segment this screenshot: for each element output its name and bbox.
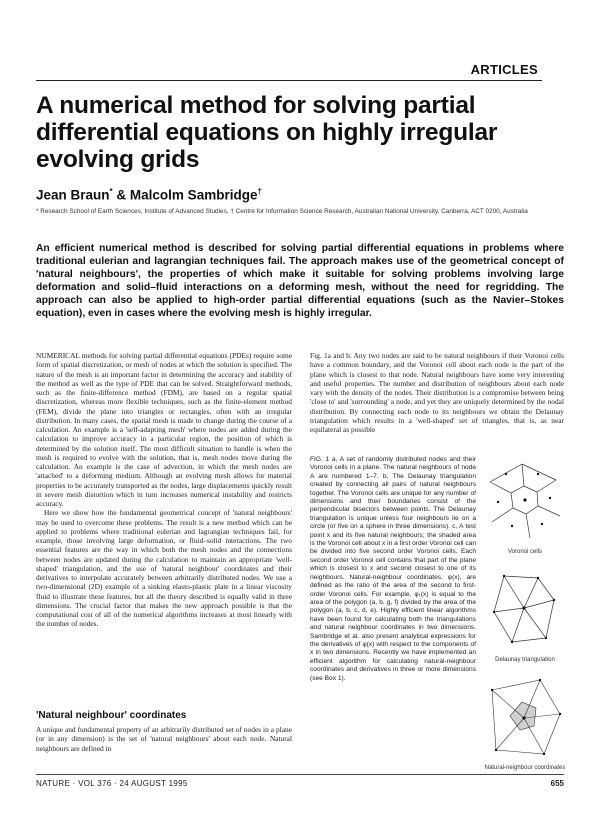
voronoi-edge (526, 514, 530, 538)
figure-delaunay-diagram (482, 560, 566, 655)
delaunay-edge (504, 576, 524, 608)
author-sambridge: Malcolm Sambridge (129, 187, 258, 203)
node-point (541, 523, 543, 525)
node-point (522, 606, 525, 609)
node-point (539, 679, 541, 681)
abstract: An efficient numerical method is described for solving partial differential equations in problems where traditional eulerian and lagrangian techniques fail. The approach makes use of the geometrical concept of 'natural neighbours', the properties of which make it suitable for solving problems involving large deformation and solid–fluid interactions on a deforming mesh, without the need for regridding. The approach can also be applied to high-order partial differential equations (such as the Navier–Stokes equation), even in cases where the evolving mesh is highly irregular. (36, 243, 564, 320)
node-point (493, 611, 495, 613)
node-point (537, 473, 539, 475)
test-point-x (522, 716, 525, 719)
node-point (553, 599, 555, 601)
voronoi-edge (522, 464, 524, 486)
figure-voronoi-diagram (482, 456, 566, 546)
body-paragraph-3: A unique and fundamental property of an arbitrarily distributed set of nodes in a plane (or in any dimension) is the set of 'natural neighbours' about each node. Natural neighbours are defined in (36, 725, 292, 753)
node-point (491, 689, 493, 691)
node-point (495, 749, 497, 751)
node-point (505, 473, 507, 475)
page-number: 655 (550, 779, 564, 788)
figure-caption-text: FIG. 1 a, A set of randomly distributed nodes and their Voronoi cells in a plane. The natural neighbours of node A are numbered 1–7. b, The Delaunay triangulation created by connecting all pairs of natural neighbours together. The Voronoi cells are unique for any number of dimensions and their boundaries consist of the perpendicular bisectors between points. The Delaunay triangulation is unique unless four neighbours lie on a circle (or five on a sphere in three dimensions). c, A test point x and its five natural neighbours; the shaded area is the Voronoi cell about x in a first order Voronoi cell can be divided into five second order Voronoi cells. Each second order Voronoi cell contains that part of the plane which is closest to x and second closest to one of its neighbours. Natural-neighbour coordinates, φ(x), are defined as the ratio of the area of the second to first-order Voronoi cells. For example, φ₁(x) is equal to the area of the polygon (a, b, g, f) divided by the area of the polygon (a, b, c, d, e). Highly efficient linear algorithms have been found for calculating both the triangulations and natural neighbour coordinates in two dimensions. Sambridge et al. also present analytical expressions for the derivatives of φ(x) with respect to the components of x in two dimensions. Recently we have implemented an efficient algorithm for calculating natural-neighbour coordinates and derivatives in three or more dimensions (see Box 1). (310, 456, 476, 682)
body-paragraph-2: Here we show how the fundamental geometrical concept of 'natural neighbours' may be used to overcome these problems. The result is a new method which can be applied to problems where traditional eulerian and lagrangian techniques fail, for example, those involving large deformation, or fluid–solid interactions. The two essential features are the way in which both the mesh nodes and the connections between nodes are updated during the calculation to maintain an appropriate 'well-shaped' triangulation, and the use of 'natural neighbour' coordinates and their derivatives to interpolate accurately between arbitrarily distributed nodes. We use a two-dimensional (2D) example of a sinking elasto-plastic plate in a linear viscosity fluid to illustrate these features, but all the theory described is equally valid in three dimensions. The crucial factor that makes the new approach possible is that the computational cost of all of the numerical algorithms increases at most linearly with the number of nodes. (36, 508, 292, 629)
author-separator: & (112, 187, 130, 203)
author-braun: Jean Braun (36, 187, 110, 203)
node-point (497, 501, 499, 503)
body-column-left-bottom (36, 725, 292, 753)
neighbour-edge (492, 690, 524, 718)
footer-rule (36, 774, 564, 775)
body-paragraph-1: NUMERICAL methods for solving partial differential equations (PDEs) require some form of spatial discretization, or mesh of nodes at which the solution is specified. The nature of the mesh is an important factor in determining the accuracy and stability of the method as well as the type of PDE that can be solved. Straightforward methods, such as the finite-difference method (FDM), are based on a regular spatial discretization, whereas more flexible techniques, such as the finite-element method (FEM), divide the plane into triangles or rectangles, often with an irregular distribution. In many cases, the spatial mesh is made to change during the course of a calculation. An example is a 'self-adapting mesh' where nodes are added during the calculation to improve accuracy in a particular region, the position of which is determined by the solution itself. The most difficult situation to handle is when the mesh is required to evolve with the solution, that is, mesh nodes move during the calculation. An example is the case of advection, in which the mesh nodes are 'attached' to a deforming medium. Although an evolving mesh allows for material properties to be accurately transported as the nodes, large displacements quickly result in severe mesh distortion which in turn increases numerical instability and restricts accuracy. (36, 351, 292, 508)
figure-caption (310, 456, 476, 683)
node-point (511, 525, 513, 527)
delaunay-edge (524, 608, 546, 638)
node-point (545, 637, 547, 639)
section-tag: ARTICLES (470, 62, 538, 77)
delaunay-edge (512, 608, 524, 642)
voronoi-edge (492, 508, 513, 522)
node-point (537, 577, 539, 579)
node-point (549, 497, 551, 499)
delaunay-edge (494, 608, 524, 612)
affiliations: * Research School of Earth Sciences, Institute of Advanced Studies, † Centre for Information Science Research, Australian National University, Canberra, ACT 0200, Australia (36, 208, 528, 215)
voronoi-edge (490, 482, 511, 493)
author-braun-mark: * (109, 187, 113, 196)
node-point (543, 753, 545, 755)
delaunay-edge (524, 600, 554, 608)
voronoi-edge (522, 464, 556, 480)
journal-footer: NATURE · VOL 376 · 24 AUGUST 1995 (36, 779, 188, 788)
section-heading: 'Natural neighbour' coordinates (36, 710, 187, 721)
figure-label-a: Voronoi cells (507, 549, 543, 555)
node-point (559, 713, 561, 715)
figure-label-c: Natural-neighbour coordinates (484, 765, 566, 771)
body-paragraph-4: Fig. 1a and b. Any two nodes are said to be natural neighbours if their Voronoi cells have a common boundary, and the Voronoi cell about each node is the part of the plane which is closest to that node. Natural neighbours have some very interesting and useful properties. The number and distribution of neighbours about each node vary with the density of the nodes. Their distribution is a compromise between being 'close to' and 'surrounding' a node, and yet they are uniquely determined by the nodal distribution. By connecting each node to its neighbours we obtain the Delaunay triangulation which results in a 'well-shaped' set of triangles, that is, as near equilateral as possible (310, 351, 564, 434)
neighbour-edge (496, 718, 524, 750)
body-column-left (36, 351, 292, 629)
voronoi-edge (537, 480, 556, 492)
shaded-voronoi-cell (510, 702, 536, 730)
node-point (503, 575, 505, 577)
header-rule (36, 80, 542, 81)
author-sambridge-mark: † (257, 187, 262, 196)
figure-natural-neighbour-diagram (482, 668, 566, 763)
figure-label-b: Delaunay triangulation (495, 657, 555, 663)
delaunay-edge (524, 578, 538, 608)
body-column-right (310, 351, 564, 434)
node-point (511, 641, 513, 643)
article-title: A numerical method for solving partial differential equations on highly irregular evolving grids (36, 92, 498, 173)
node-point (523, 498, 526, 501)
voronoi-edge (538, 506, 560, 516)
author-line (36, 187, 262, 203)
